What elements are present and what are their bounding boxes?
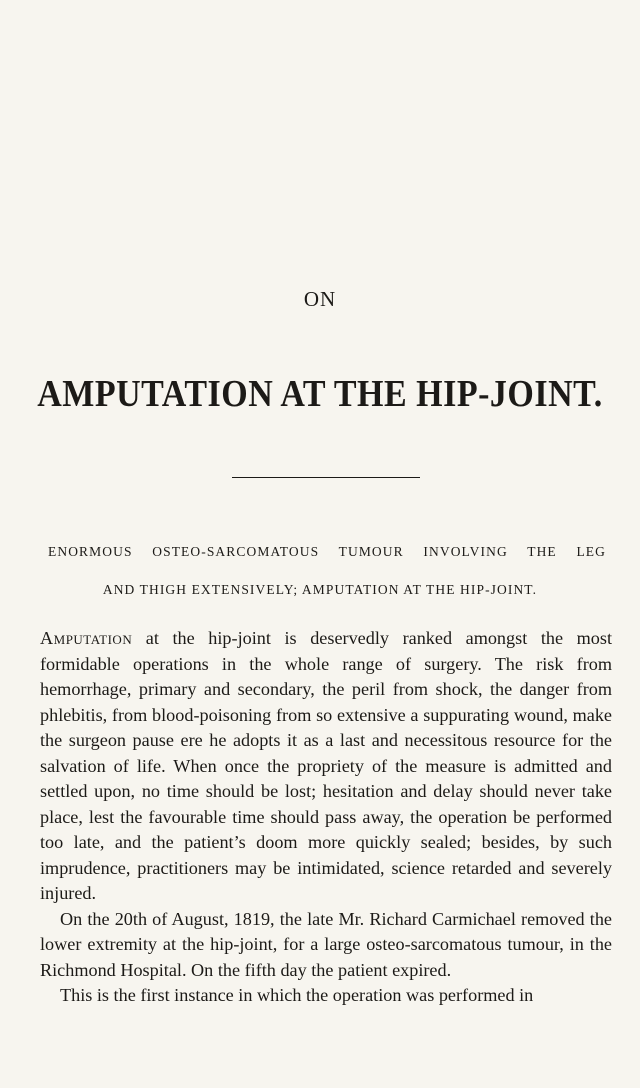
subheading-line-2: AND THIGH EXTENSIVELY; AMPUTATION AT THE HIP-JOINT. (102, 582, 538, 597)
paragraph-1-lead: Amputation (40, 628, 133, 648)
paragraph-2: On the 20th of August, 1819, the late Mr. Richard Carmichael removed the lower extremity at the hip-joint, for a large osteo-sarcomatous tumour, in the Richmond Hospital. On the fifth day the patient expired. (40, 908, 612, 980)
paragraph-1-text: at the hip-joint is deservedly ranked amongst the most formidable operations in the whole range of surgery. The risk from hemorrhage, primary and secondary, the peril from shock, the danger from phlebitis, from blood-poisoning from so extensive a suppurating wound, make the surgeon pause ere he adopts it as a last and necessitous resource for the salvation of life. When once the propriety of the measure is admitted and settled upon, no time should be lost; hesitation and delay should never take place, lest the favourable time should pass away, the operation be performed too late, and the patient’s doom more quickly sealed; besides, by such imprudence, practitioners may be intimidated, science retarded and severely injured. (40, 628, 612, 903)
paragraph-1 (40, 626, 612, 907)
heading-on: ON (303, 287, 337, 311)
body-text (40, 626, 612, 1009)
title-divider (232, 477, 420, 478)
paragraph-3: This is the first instance in which the operation was performed in (60, 985, 534, 1005)
subheading-line-1: ENORMOUS OSTEO-SARCOMATOUS TUMOUR INVOLVING THE LEG (48, 544, 606, 559)
page-title: AMPUTATION AT THE HIP-JOINT. (37, 373, 603, 416)
